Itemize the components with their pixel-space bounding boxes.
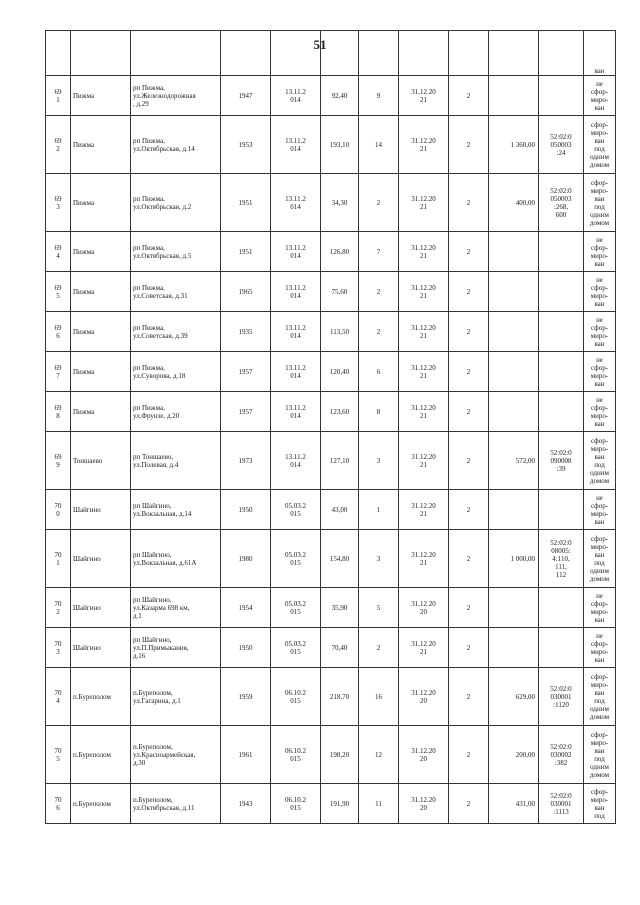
table-row bbox=[46, 490, 616, 530]
cell-recognition-date: 13.11.2 014 bbox=[271, 312, 321, 352]
cell-area: 123,60 bbox=[321, 392, 359, 432]
cell-area: 126,80 bbox=[321, 232, 359, 272]
cell-settlement: п.Буреполом bbox=[71, 668, 131, 726]
cell-resettlement-deadline: 31.12.20 21 bbox=[399, 272, 449, 312]
table-row bbox=[46, 530, 616, 588]
cell-category: 2 bbox=[449, 174, 489, 232]
cell-area: 34,30 bbox=[321, 174, 359, 232]
table-row bbox=[46, 272, 616, 312]
cell-residents: 9 bbox=[359, 76, 399, 116]
table-row bbox=[46, 432, 616, 490]
cell-cost: 629,00 bbox=[489, 668, 539, 726]
cell-recognition-date: 05.03.2 015 bbox=[271, 628, 321, 668]
cell-resettlement-deadline: 31.12.20 20 bbox=[399, 588, 449, 628]
cell-recognition-date: 06.10.2 015 bbox=[271, 784, 321, 824]
cell-row-number: 69 3 bbox=[46, 174, 71, 232]
cell-settlement: п.Буреполом bbox=[71, 726, 131, 784]
table-row bbox=[46, 784, 616, 824]
cell-recognition-date: 13.11.2 014 bbox=[271, 174, 321, 232]
cell-area: 120,40 bbox=[321, 352, 359, 392]
table-row bbox=[46, 76, 616, 116]
cell-cadastral-number bbox=[539, 588, 584, 628]
cell-year-built: 1951 bbox=[221, 174, 271, 232]
cell-settlement: Пижма bbox=[71, 116, 131, 174]
cell-resettlement-deadline: 31.12.20 21 bbox=[399, 76, 449, 116]
table-row bbox=[46, 312, 616, 352]
cell-cadastral-number: 52:02:0 050003 :24 bbox=[539, 116, 584, 174]
cell-residents: 6 bbox=[359, 352, 399, 392]
cell-address: п.Буреполом, ул.Красноармейская, д.30 bbox=[131, 726, 221, 784]
cell-settlement: Пижма bbox=[71, 392, 131, 432]
cell-address: рп Тоншаево, ул.Полевая, д.4 bbox=[131, 432, 221, 490]
cell-category: 2 bbox=[449, 352, 489, 392]
cell-land-status: не сфор- миро- ван bbox=[584, 628, 616, 668]
cell-cadastral-number bbox=[539, 352, 584, 392]
cell-row-number: 69 6 bbox=[46, 312, 71, 352]
cell-year-built: 1961 bbox=[221, 726, 271, 784]
cell-year-built: 1980 bbox=[221, 530, 271, 588]
cell-cost bbox=[489, 588, 539, 628]
cell-residents: 2 bbox=[359, 628, 399, 668]
cell-category: 2 bbox=[449, 588, 489, 628]
table-row bbox=[46, 352, 616, 392]
cell-recognition-date: 05.03.2 015 bbox=[271, 588, 321, 628]
cell-row-number: 69 7 bbox=[46, 352, 71, 392]
cell-settlement: Пижма bbox=[71, 174, 131, 232]
cell-cadastral-number bbox=[539, 232, 584, 272]
cell-category: 2 bbox=[449, 116, 489, 174]
cell-address: рп Пижма, ул.Октябрьская, д.2 bbox=[131, 174, 221, 232]
cell-cost: 200,00 bbox=[489, 726, 539, 784]
cell-recognition-date: 05.03.2 015 bbox=[271, 530, 321, 588]
cell-cost bbox=[489, 272, 539, 312]
cell-cadastral-number bbox=[539, 490, 584, 530]
cell-category: 2 bbox=[449, 726, 489, 784]
cell-resettlement-deadline: 31.12.20 21 bbox=[399, 174, 449, 232]
cell-address: рп Пижма, ул.Суворова, д.18 bbox=[131, 352, 221, 392]
cell-land-status: сфор- миро- ван под одним домом bbox=[584, 530, 616, 588]
cell-year-built: 1957 bbox=[221, 392, 271, 432]
cell-category: 2 bbox=[449, 490, 489, 530]
cell-area: 193,10 bbox=[321, 116, 359, 174]
cell-row-number: 70 2 bbox=[46, 588, 71, 628]
cell-cost: 400,00 bbox=[489, 174, 539, 232]
cell-row-number: 70 1 bbox=[46, 530, 71, 588]
cell-land-status: сфор- миро- ван под одним домом bbox=[584, 174, 616, 232]
cell-residents: 16 bbox=[359, 668, 399, 726]
cell-residents: 11 bbox=[359, 784, 399, 824]
table-row bbox=[46, 588, 616, 628]
cell-resettlement-deadline: 31.12.20 20 bbox=[399, 784, 449, 824]
cell-cadastral-number: 52:02:0 030002 :382 bbox=[539, 726, 584, 784]
cell-resettlement-deadline: 31.12.20 21 bbox=[399, 116, 449, 174]
cell-land-status: сфор- миро- ван под одним домом bbox=[584, 116, 616, 174]
cell-cadastral-number: 52:02:0 090008 :39 bbox=[539, 432, 584, 490]
cell-recognition-date: 13.11.2 014 bbox=[271, 272, 321, 312]
cell-category: 2 bbox=[449, 272, 489, 312]
cell-recognition-date: 06.10.2 015 bbox=[271, 668, 321, 726]
cell-cost: 572,00 bbox=[489, 432, 539, 490]
cell-year-built: 1965 bbox=[221, 272, 271, 312]
cell-cost: 1 000,00 bbox=[489, 530, 539, 588]
cell-year-built: 1935 bbox=[221, 312, 271, 352]
cell-row-number: 69 8 bbox=[46, 392, 71, 432]
cell-status: ван bbox=[584, 31, 616, 76]
cell-settlement: Пижма bbox=[71, 312, 131, 352]
cell-row-number: 70 0 bbox=[46, 490, 71, 530]
cell-recognition-date: 13.11.2 014 bbox=[271, 76, 321, 116]
cell-category: 2 bbox=[449, 312, 489, 352]
cell-recognition-date: 13.11.2 014 bbox=[271, 232, 321, 272]
cell-category: 2 bbox=[449, 668, 489, 726]
cell-cadastral-number bbox=[539, 76, 584, 116]
cell-year-built: 1950 bbox=[221, 490, 271, 530]
cell-resettlement-deadline: 31.12.20 21 bbox=[399, 392, 449, 432]
cell-row-number: 69 1 bbox=[46, 76, 71, 116]
cell-recognition-date: 13.11.2 014 bbox=[271, 116, 321, 174]
cell-address: рп Пижма, ул.Фрунзе, д.20 bbox=[131, 392, 221, 432]
cell-category: 2 bbox=[449, 432, 489, 490]
cell-cadastral-number bbox=[539, 272, 584, 312]
cell-resettlement-deadline: 31.12.20 21 bbox=[399, 312, 449, 352]
cell-resettlement-deadline: 31.12.20 21 bbox=[399, 628, 449, 668]
cell-area: 191,90 bbox=[321, 784, 359, 824]
cell-area: 154,80 bbox=[321, 530, 359, 588]
cell-land-status: не сфор- миро- ван bbox=[584, 312, 616, 352]
cell-cost bbox=[489, 490, 539, 530]
cell-area: 113,50 bbox=[321, 312, 359, 352]
cell-address: рп Пижма, ул.Октябрьская, д.14 bbox=[131, 116, 221, 174]
cell-cadastral-number: 52:02:0 050003 :268, 600 bbox=[539, 174, 584, 232]
cell-land-status: сфор- миро- ван под bbox=[584, 784, 616, 824]
cell-residents: 7 bbox=[359, 232, 399, 272]
cell-residents: 3 bbox=[359, 530, 399, 588]
cell-settlement: Пижма bbox=[71, 352, 131, 392]
cell-area: 43,00 bbox=[321, 490, 359, 530]
cell-cadastral-number bbox=[539, 312, 584, 352]
cell-land-status: не сфор- миро- ван bbox=[584, 490, 616, 530]
cell-address: рп Пижма, ул.Железнодорожная , д.29 bbox=[131, 76, 221, 116]
cell-land-status: не сфор- миро- ван bbox=[584, 392, 616, 432]
cell-recognition-date: 05.03.2 015 bbox=[271, 490, 321, 530]
cell-resettlement-deadline: 31.12.20 20 bbox=[399, 726, 449, 784]
cell-settlement: Шайгино bbox=[71, 628, 131, 668]
cell-category: 2 bbox=[449, 76, 489, 116]
cell-row-number: 70 5 bbox=[46, 726, 71, 784]
cell-residents: 3 bbox=[359, 432, 399, 490]
cell-residents: 2 bbox=[359, 312, 399, 352]
cell-cost bbox=[489, 232, 539, 272]
cell-cost bbox=[489, 628, 539, 668]
cell-recognition-date: 06.10.2 015 bbox=[271, 726, 321, 784]
cell-year-built: 1947 bbox=[221, 76, 271, 116]
table-row bbox=[46, 628, 616, 668]
cell-year-built: 1957 bbox=[221, 352, 271, 392]
cell-resettlement-deadline: 31.12.20 21 bbox=[399, 530, 449, 588]
cell-category: 2 bbox=[449, 784, 489, 824]
cell-year-built: 1954 bbox=[221, 588, 271, 628]
cell-settlement: Тоншаево bbox=[71, 432, 131, 490]
cell-land-status: сфор- миро- ван под одним домом bbox=[584, 432, 616, 490]
cell-resettlement-deadline: 31.12.20 21 bbox=[399, 490, 449, 530]
table-row bbox=[46, 668, 616, 726]
table-row bbox=[46, 726, 616, 784]
cell-cost bbox=[489, 392, 539, 432]
cell-residents: 2 bbox=[359, 272, 399, 312]
cell-resettlement-deadline: 31.12.20 21 bbox=[399, 352, 449, 392]
cell-settlement: Пижма bbox=[71, 76, 131, 116]
cell-cost bbox=[489, 312, 539, 352]
cell-row-number: 70 4 bbox=[46, 668, 71, 726]
cell-land-status: не сфор- миро- ван bbox=[584, 232, 616, 272]
cell-residents: 12 bbox=[359, 726, 399, 784]
cell-recognition-date: 13.11.2 014 bbox=[271, 352, 321, 392]
housing-registry-table bbox=[45, 30, 616, 824]
cell-year-built: 1959 bbox=[221, 668, 271, 726]
cell-residents: 5 bbox=[359, 588, 399, 628]
cell-category: 2 bbox=[449, 530, 489, 588]
cell-year-built: 1973 bbox=[221, 432, 271, 490]
cell-cadastral-number: 52:02:0 08005: 4:110, 111, 112 bbox=[539, 530, 584, 588]
cell-area: 92,40 bbox=[321, 76, 359, 116]
cell-resettlement-deadline: 31.12.20 20 bbox=[399, 668, 449, 726]
cell-cost: 431,00 bbox=[489, 784, 539, 824]
cell-settlement: Шайгино bbox=[71, 588, 131, 628]
cell-address: п.Буреполом, ул.Гагарина, д.1 bbox=[131, 668, 221, 726]
cell-area: 127,10 bbox=[321, 432, 359, 490]
cell-settlement: п.Буреполом bbox=[71, 784, 131, 824]
cell-year-built: 1943 bbox=[221, 784, 271, 824]
cell-year-built: 1950 bbox=[221, 628, 271, 668]
cell-land-status: не сфор- миро- ван bbox=[584, 352, 616, 392]
cell-settlement: Пижма bbox=[71, 232, 131, 272]
cell-land-status: сфор- миро- ван под одним домом bbox=[584, 668, 616, 726]
cell-cost: 1 360,00 bbox=[489, 116, 539, 174]
continuation-row bbox=[46, 31, 616, 76]
cell-cost bbox=[489, 352, 539, 392]
cell-cost bbox=[489, 76, 539, 116]
cell-row-number: 70 6 bbox=[46, 784, 71, 824]
cell-area: 35,90 bbox=[321, 588, 359, 628]
cell-address: рп Пижма, ул.Советская, д.39 bbox=[131, 312, 221, 352]
cell-area: 198,20 bbox=[321, 726, 359, 784]
cell-land-status: не сфор- миро- ван bbox=[584, 272, 616, 312]
cell-cadastral-number bbox=[539, 628, 584, 668]
cell-year-built: 1953 bbox=[221, 116, 271, 174]
cell-land-status: сфор- миро- ван под одним домом bbox=[584, 726, 616, 784]
cell-resettlement-deadline: 31.12.20 21 bbox=[399, 432, 449, 490]
cell-recognition-date: 13.11.2 014 bbox=[271, 432, 321, 490]
cell-residents: 14 bbox=[359, 116, 399, 174]
page-number: 51 bbox=[313, 37, 327, 52]
table-row bbox=[46, 174, 616, 232]
cell-row-number: 69 5 bbox=[46, 272, 71, 312]
cell-cadastral-number: 52:02:0 030001 :1113 bbox=[539, 784, 584, 824]
cell-category: 2 bbox=[449, 628, 489, 668]
cell-year-built: 1951 bbox=[221, 232, 271, 272]
cell-settlement: Шайгино bbox=[71, 490, 131, 530]
cell-cadastral-number bbox=[539, 392, 584, 432]
cell-row-number: 69 9 bbox=[46, 432, 71, 490]
table-row bbox=[46, 392, 616, 432]
cell-address: рп Пижма, ул.Октябрьская, д.5 bbox=[131, 232, 221, 272]
cell-settlement: Пижма bbox=[71, 272, 131, 312]
table-row bbox=[46, 232, 616, 272]
cell-area: 218,70 bbox=[321, 668, 359, 726]
cell-category: 2 bbox=[449, 392, 489, 432]
cell-settlement: Шайгино bbox=[71, 530, 131, 588]
cell-address: рп Шайгино, ул.Казарма 698 км, д.1 bbox=[131, 588, 221, 628]
cell-address: рп Шайгино, ул.П.Примыкания, д.16 bbox=[131, 628, 221, 668]
cell-address: рп Пижма, ул.Советская, д.31 bbox=[131, 272, 221, 312]
cell-address: рп Шайгино, ул.Вокзальная, д.61А bbox=[131, 530, 221, 588]
cell-residents: 8 bbox=[359, 392, 399, 432]
cell-resettlement-deadline: 31.12.20 21 bbox=[399, 232, 449, 272]
cell-category: 2 bbox=[449, 232, 489, 272]
cell-residents: 2 bbox=[359, 174, 399, 232]
table-row bbox=[46, 116, 616, 174]
cell-area: 70,40 bbox=[321, 628, 359, 668]
cell-residents: 1 bbox=[359, 490, 399, 530]
cell-address: п.Буреполом, ул.Октябрьская, д.11 bbox=[131, 784, 221, 824]
cell-cadastral-number: 52:02:0 030001 :1120 bbox=[539, 668, 584, 726]
cell-address: рп Шайгино, ул.Вокзальная, д.14 bbox=[131, 490, 221, 530]
cell-land-status: не сфор- миро- ван bbox=[584, 588, 616, 628]
cell-recognition-date: 13.11.2 014 bbox=[271, 392, 321, 432]
cell-area: 75,60 bbox=[321, 272, 359, 312]
cell-row-number: 69 4 bbox=[46, 232, 71, 272]
cell-row-number: 69 2 bbox=[46, 116, 71, 174]
cell-row-number: 70 3 bbox=[46, 628, 71, 668]
cell-land-status: не сфор- миро- ван bbox=[584, 76, 616, 116]
